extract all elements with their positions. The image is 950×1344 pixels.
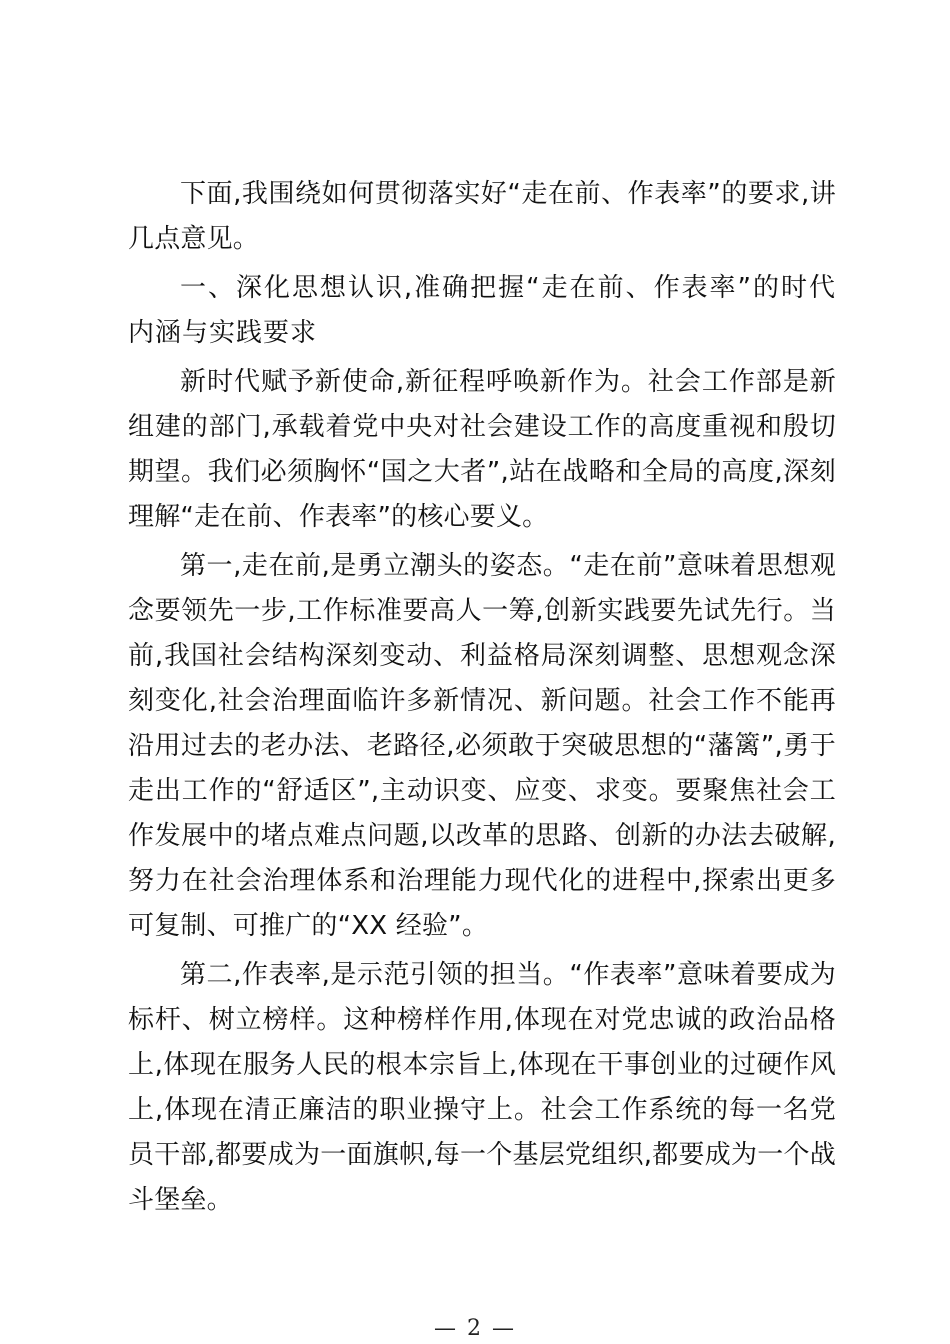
- page-number: — 2 —: [434, 1316, 516, 1341]
- paragraph-second-point: 第二,作表率,是示范引领的担当。“作表率”意味着要成为标杆、树立榜样。这种榜样作用,体现在对党忠诚的政治品格上,体现在服务人民的根本宗旨上,体现在干事创业的过硬作风上,体现在清正廉洁的职业操守上。社会工作系统的每一名党员干部,都要成为一面旗帜,每一个基层党组织,都要成为一个战斗堡垒。: [128, 960, 836, 1215]
- paragraph-intro: 下面,我围绕如何贯彻落实好“走在前、作表率”的要求,讲几点意见。: [128, 179, 836, 254]
- section-heading: 一、深化思想认识,准确把握“走在前、作表率”的时代内涵与实践要求: [128, 273, 836, 348]
- paragraph-new-era: 新时代赋予新使命,新征程呼唤新作为。社会工作部是新组建的部门,承载着党中央对社会建设工作的高度重视和殷切期望。我们必须胸怀“国之大者”,站在战略和全局的高度,深刻理解“走在前、作表率”的核心要义。: [128, 367, 836, 532]
- paragraph-first-point: 第一,走在前,是勇立潮头的姿态。“走在前”意味着思想观念要领先一步,工作标准要高人一筹,创新实践要先试先行。当前,我国社会结构深刻变动、利益格局深刻调整、思想观念深刻变化,社会治理面临许多新情况、新问题。社会工作不能再沿用过去的老办法、老路径,必须敢于突破思想的“藩篱”,勇于走出工作的“舒适区”,主动识变、应变、求变。要聚焦社会工作发展中的堵点难点问题,以改革的思路、创新的办法去破解,努力在社会治理体系和治理能力现代化的进程中,探索出更多可复制、可推广的“XX 经验”。: [128, 551, 836, 941]
- document-body: [128, 172, 836, 1227]
